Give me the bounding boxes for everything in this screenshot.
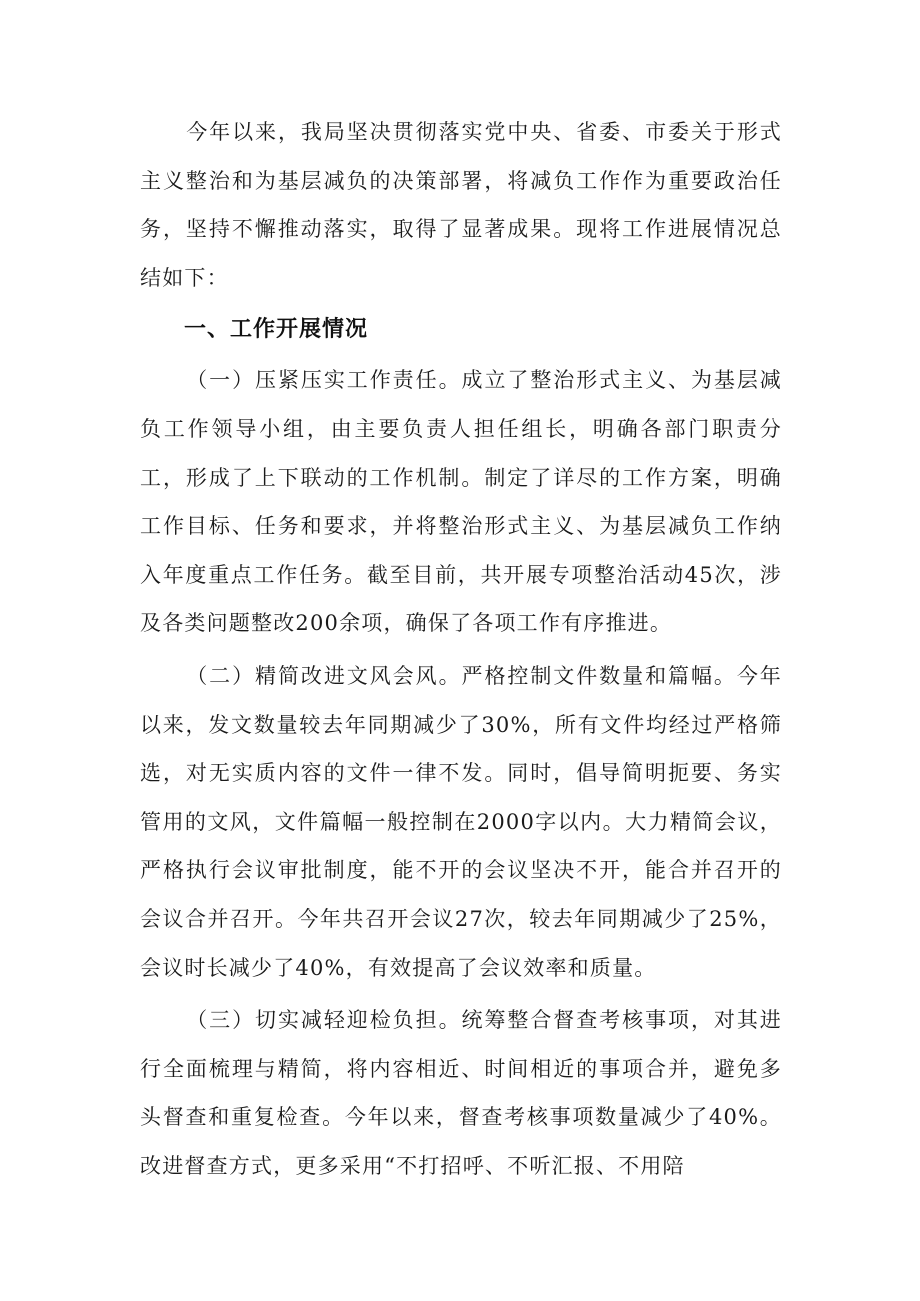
paragraph-writing-meeting-style: （二）精简改进文风会风。严格控制文件数量和篇幅。今年以来，发文数量较去年同期减少了30%，所有文件均经过严格筛选，对无实质内容的文件一律不发。同时，倡导简明扼要、务实管用的文风，文件篇幅一般控制在2000字以内。大力精简会议，严格执行会议审批制度，能不开的会议坚决不开，能合并召开的会议合并召开。今年共召开会议27次，较去年同期减少了25%，会议时长减少了40%，有效提高了会议效率和质量。 [140,663,782,980]
intro-paragraph: 今年以来，我局坚决贯彻落实党中央、省委、市委关于形式主义整治和为基层减负的决策部署，将减负工作作为重要政治任务，坚持不懈推动落实，取得了显著成果。现将工作进展情况总结如下： [140,120,782,290]
section-heading-work-progress: 一、工作开展情况 [184,317,369,343]
paragraph-responsibility: （一）压紧压实工作责任。成立了整治形式主义、为基层减负工作领导小组，由主要负责人担任组长，明确各部门职责分工，形成了上下联动的工作机制。制定了详尽的工作方案，明确工作目标、任务和要求，并将整治形式主义、为基层减负工作纳入年度重点工作任务。截至目前，共开展专项整治活动45次，涉及各类问题整改200余项，确保了各项工作有序推进。 [140,368,782,636]
document-body [140,108,782,1190]
paragraph-inspection-burden: （三）切实减轻迎检负担。统筹整合督查考核事项，对其进行全面梳理与精简，将内容相近、时间相近的事项合并，避免多头督查和重复检查。今年以来，督查考核事项数量减少了40%。改进督查方式，更多采用“不打招呼、不听汇报、不用陪 [140,1008,782,1178]
